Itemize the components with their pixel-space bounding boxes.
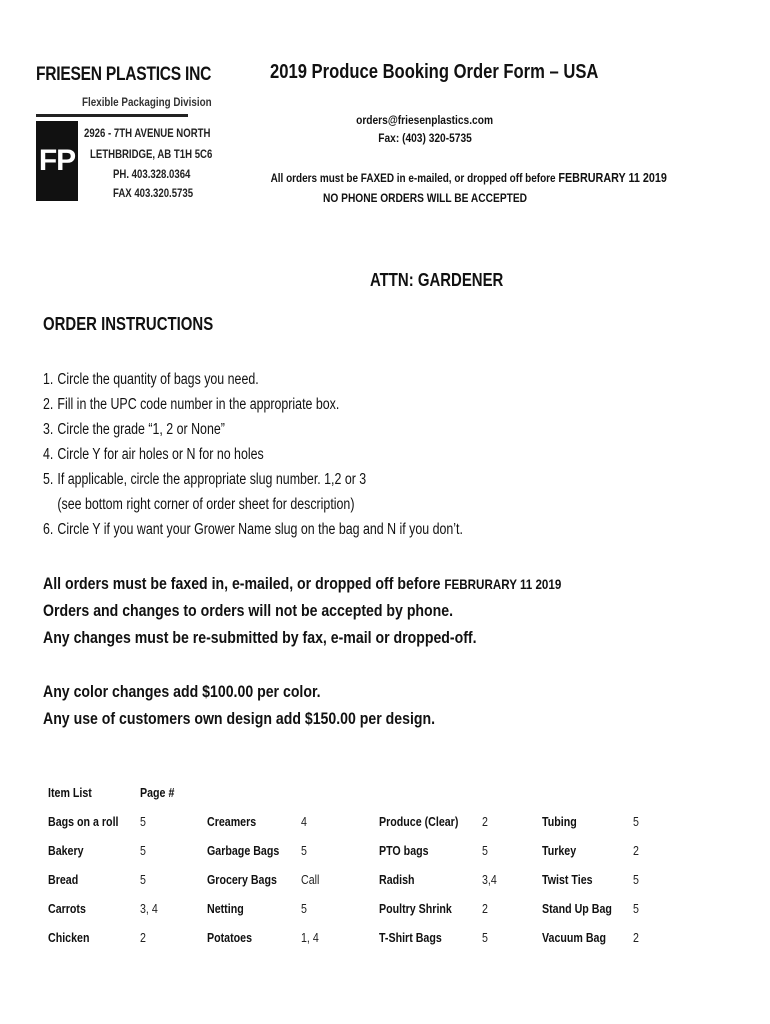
instruction-step: 6. Circle Y if you want your Grower Name slug on the bag and N if you don’t.: [43, 521, 463, 538]
instruction-step: 3. Circle the grade “1, 2 or None”: [43, 421, 225, 438]
table-row: [45, 807, 652, 836]
item-list-table: [45, 778, 652, 952]
item-name: Potatoes: [206, 930, 252, 945]
reminder-date: FEBRURARY 11 2019: [444, 576, 562, 592]
attention-line: ATTN: GARDENER: [370, 270, 504, 290]
logo-divider: [36, 114, 188, 117]
fax-number: FAX 403.320.5735: [113, 186, 194, 200]
no-phone-notice: NO PHONE ORDERS WILL BE ACCEPTED: [322, 191, 528, 205]
item-name: Poultry Shrink: [379, 901, 452, 916]
table-row: [45, 923, 652, 952]
table-header-row: [45, 778, 652, 807]
item-name: Carrots: [48, 901, 86, 916]
item-name: Vacuum Bag: [541, 930, 606, 945]
item-name: PTO bags: [379, 843, 429, 858]
item-name: Grocery Bags: [206, 872, 277, 887]
item-name: Bags on a roll: [48, 814, 119, 829]
item-page: 4: [301, 814, 308, 829]
deadline-reminder: All orders must be faxed in, e-mailed, or dropped off before FEBRURARY 11 2019: [43, 574, 562, 593]
instruction-step: 4. Circle Y for air holes or N for no holes: [43, 446, 264, 463]
item-name: Produce (Clear): [379, 814, 459, 829]
item-page: 5: [633, 814, 640, 829]
phone-number: PH. 403.328.0364: [113, 167, 191, 181]
item-page: 5: [301, 901, 308, 916]
item-name: Garbage Bags: [206, 843, 280, 858]
instruction-list: [43, 367, 568, 542]
resubmit-notice: Any changes must be re-submitted by fax, e-mail or dropped-off.: [43, 628, 477, 647]
order-fax: Fax: (403) 320-5735: [378, 131, 472, 145]
column-header: Item List: [48, 785, 92, 800]
table-row: [45, 865, 652, 894]
item-name: Creamers: [206, 814, 257, 829]
item-page: 5: [139, 814, 146, 829]
deadline-date: FEBRURARY 11 2019: [558, 170, 667, 185]
instructions-heading: ORDER INSTRUCTIONS: [43, 314, 214, 334]
item-page: 3, 4: [139, 901, 158, 916]
item-page: 2: [633, 843, 640, 858]
order-email[interactable]: orders@friesenplastics.com: [356, 113, 494, 127]
item-name: Chicken: [48, 930, 90, 945]
item-name: Twist Ties: [541, 872, 593, 887]
item-page: 2: [633, 930, 640, 945]
logo-mark: FP: [36, 121, 78, 201]
item-page: 5: [139, 843, 146, 858]
item-page: 2: [481, 814, 488, 829]
item-name: T-Shirt Bags: [379, 930, 442, 945]
instruction-step: 5. If applicable, circle the appropriate slug number. 1,2 or 3: [43, 471, 367, 488]
item-name: Turkey: [541, 843, 577, 858]
address-line-1: 2926 - 7TH AVENUE NORTH: [84, 126, 211, 140]
item-name: Bakery: [48, 843, 84, 858]
address-line-2: LETHBRIDGE, AB T1H 5C6: [90, 147, 213, 161]
instruction-step: 2. Fill in the UPC code number in the appropriate box.: [43, 396, 340, 413]
item-name: Bread: [48, 872, 79, 887]
item-page: 5: [301, 843, 308, 858]
table-row: [45, 894, 652, 923]
item-page: 5: [633, 872, 640, 887]
item-name: Radish: [379, 872, 415, 887]
item-page: 5: [139, 872, 146, 887]
phone-policy-notice: Orders and changes to orders will not be accepted by phone.: [43, 601, 454, 620]
item-page: 2: [139, 930, 146, 945]
design-charge-notice: Any use of customers own design add $150.00 per design.: [43, 709, 436, 728]
instruction-step-note: (see bottom right corner of order sheet for description): [57, 496, 355, 513]
item-name: Stand Up Bag: [541, 901, 612, 916]
item-page: 1, 4: [301, 930, 319, 945]
form-title: 2019 Produce Booking Order Form – USA: [270, 61, 599, 83]
item-page: 5: [481, 843, 488, 858]
instruction-step: 1. Circle the quantity of bags you need.: [43, 371, 259, 388]
item-name: Tubing: [541, 814, 577, 829]
deadline-notice: All orders must be FAXED in e-mailed, or dropped off before FEBRURARY 11 2019: [270, 170, 667, 185]
table-row: [45, 836, 652, 865]
color-charge-notice: Any color changes add $100.00 per color.: [43, 682, 321, 701]
item-name: Netting: [206, 901, 244, 916]
item-page: Call: [301, 872, 320, 887]
division-name: Flexible Packaging Division: [82, 95, 212, 109]
item-page: 3,4: [481, 872, 497, 887]
item-page: 5: [481, 930, 488, 945]
item-page: 2: [481, 901, 488, 916]
company-name: FRIESEN PLASTICS INC: [36, 64, 212, 85]
column-header: Page #: [139, 785, 175, 800]
item-page: 5: [633, 901, 640, 916]
